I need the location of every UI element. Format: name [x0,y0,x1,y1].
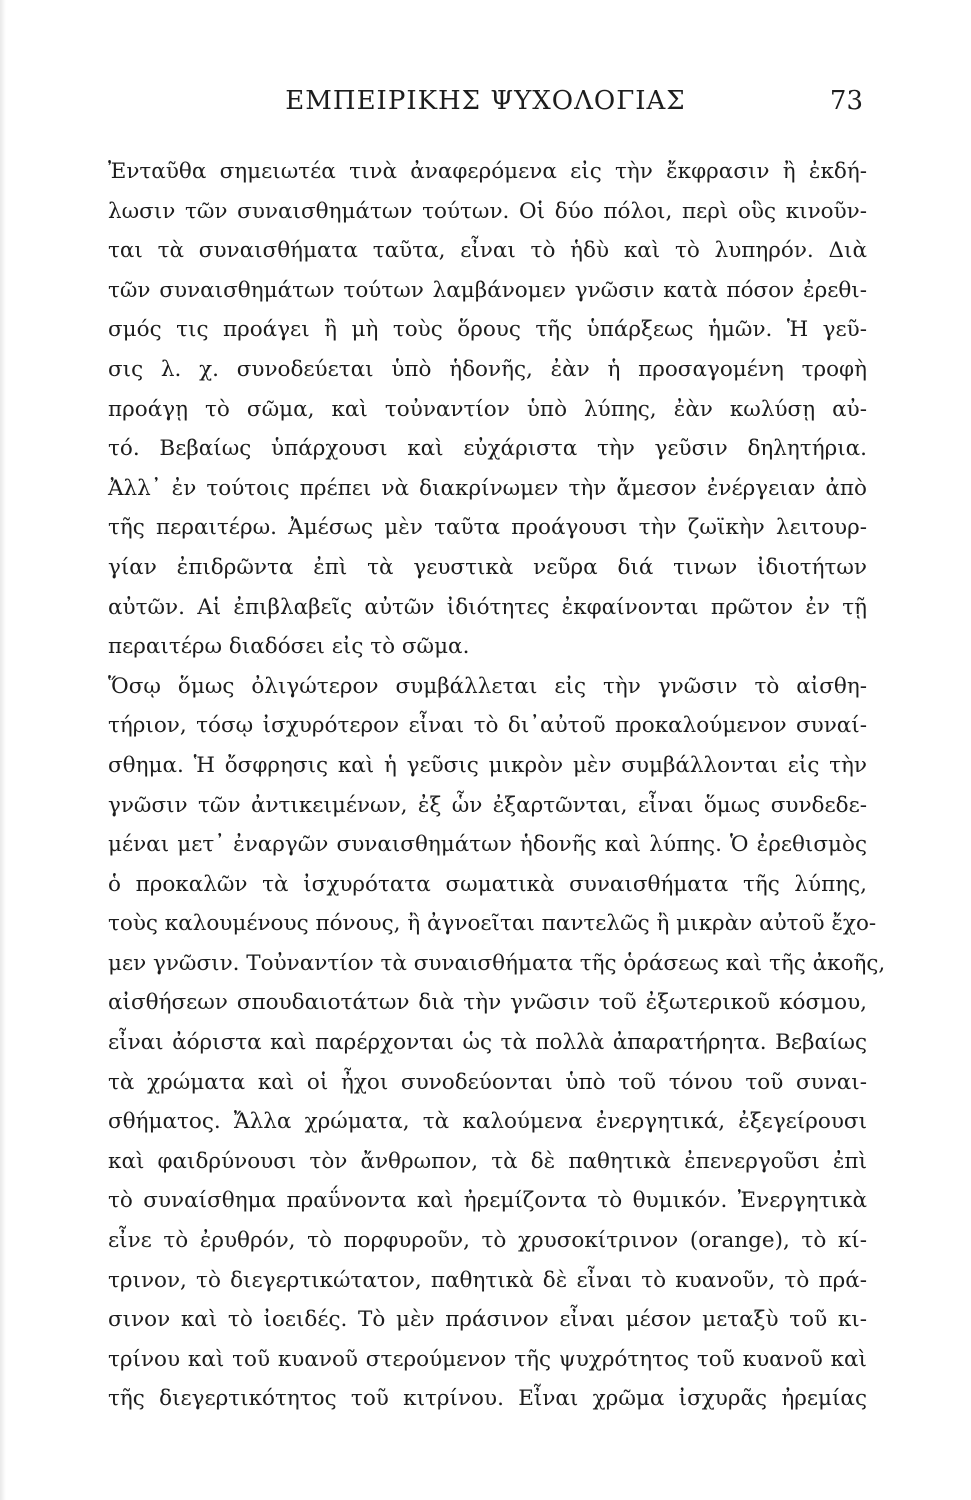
text-line: σμός τις προάγει ἢ μὴ τοὺς ὅρους τῆς ὑπάρξεως ἡμῶν. Ἡ γεῦ- [108,317,867,343]
text-line: εἶναι ἀόριστα καὶ παρέρχονται ὡς τὰ πολλὰ ἀπαρατήρητα. Βεβαίως [108,1030,867,1056]
text-line: γίαν ἐπιδρῶντα ἐπὶ τὰ γευστικὰ νεῦρα διά τινων ἰδιοτήτων [108,554,867,580]
text-line: σις λ. χ. συνοδεύεται ὑπὸ ἡδονῆς, ἐὰν ἡ προσαγομένη τροφὴ [108,356,867,382]
text-line: τό. Βεβαίως ὑπάρχουσι καὶ εὐχάριστα τὴν γεῦσιν δηλητήρια. [108,436,867,462]
page-header [108,86,863,126]
text-line: ὁ προκαλῶν τὰ ἰσχυρότατα σωματικὰ συναισθήματα τῆς λύπης, [108,871,867,897]
text-line: αἰσθήσεων σπουδαιοτάτων διὰ τὴν γνῶσιν τοῦ ἐξωτερικοῦ κόσμου, [108,990,867,1016]
text-line: μέναι μετ᾽ ἐναργῶν συναισθημάτων ἡδονῆς καὶ λύπης. Ὁ ἐρεθισμὸς [108,832,867,858]
text-line: αὐτῶν. Αἱ ἐπιβλαβεῖς αὐτῶν ἰδιότητες ἐκφαίνονται πρῶτον ἐν τῇ [108,594,867,620]
text-line: Ἀλλ᾽ ἐν τούτοις πρέπει νὰ διακρίνωμεν τὴν ἄμεσον ἐνέργειαν ἀπὸ [108,475,867,501]
page-number: 73 [829,86,863,116]
text-line: Ἐνταῦθα σημειωτέα τινὰ ἀναφερόμενα εἰς τὴν ἔκφρασιν ἢ ἐκδή- [108,159,867,184]
text-line: εἶνε τὸ ἐρυθρόν, τὸ πορφυροῦν, τὸ χρυσοκίτρινον (orange), τὸ κί- [108,1228,867,1254]
text-line: τρίνου καὶ τοῦ κυανοῦ στερούμενον τῆς ψυχρότητος τοῦ κυανοῦ καὶ [108,1346,867,1372]
text-line-paragraph-end: περαιτέρω διαδόσει εἰς τὸ σῶμα. [108,634,470,660]
text-line: Ὅσῳ ὅμως ὀλιγώτερον συμβάλλεται εἰς τὴν γνῶσιν τὸ αἰσθη- [108,673,867,699]
text-line: τὸ συναίσθημα πραΰνοντα καὶ ἠρεμίζοντα τὸ θυμικόν. Ἐνεργητικὰ [108,1188,867,1214]
text-line: τῆς περαιτέρω. Ἀμέσως μὲν ταῦτα προάγουσι τὴν ζωϊκὴν λειτουρ- [108,515,867,541]
text-line: τρινον, τὸ διεγερτικώτατον, παθητικὰ δὲ εἶναι τὸ κυανοῦν, τὸ πρά- [108,1267,867,1293]
page-gutter-shadow [0,0,6,1500]
text-line: γνῶσιν τῶν ἀντικειμένων, ἐξ ὧν ἐξαρτῶνται, εἶναι ὅμως συνδεδε- [108,792,867,818]
text-line: τὰ χρώματα καὶ οἱ ἦχοι συνοδεύονται ὑπὸ τοῦ τόνου τοῦ συναι- [108,1069,867,1095]
text-line: τοὺς καλουμένους πόνους, ἢ ἀγνοεῖται παντελῶς ἢ μικρὰν αὐτοῦ ἔχο- [108,911,877,937]
text-line: προάγῃ τὸ σῶμα, καὶ τοὐναντίον ὑπὸ λύπης, ἐὰν κωλύσῃ αὐ- [108,396,867,422]
text-line: λωσιν τῶν συναισθημάτων τούτων. Οἱ δύο πόλοι, περὶ οὓς κινοῦν- [108,198,867,224]
text-line: σινον καὶ τὸ ἰοειδές. Τὸ μὲν πράσινον εἶναι μέσον μεταξὺ τοῦ κι- [108,1307,867,1333]
running-title: ΕΜΠΕΙΡΙΚΗΣ ΨΥΧΟΛΟΓΙΑΣ [285,86,686,116]
text-line: μεν γνῶσιν. Τοὐναντίον τὰ συναισθήματα τῆς ὁράσεως καὶ τῆς ἀκοῆς, [108,950,886,976]
text-line: σθήματος. Ἄλλα χρώματα, τὰ καλούμενα ἐνεργητικά, ἐξεγείρουσι [108,1109,867,1135]
text-line: τῆς διεγερτικότητος τοῦ κιτρίνου. Εἶναι χρῶμα ἰσχυρᾶς ἠρεμίας [108,1386,867,1412]
text-line: σθημα. Ἡ ὄσφρησις καὶ ἡ γεῦσις μικρὸν μὲν συμβάλλονται εἰς τὴν [108,752,867,778]
body-text [108,152,886,1419]
text-line: τῶν συναισθημάτων τούτων λαμβάνομεν γνῶσιν κατὰ πόσον ἐρεθι- [108,277,867,303]
text-line: τήριον, τόσῳ ἰσχυρότερον εἶναι τὸ δι᾽αὐτοῦ προκαλούμενον συναί- [108,713,867,739]
text-line: ται τὰ συναισθήματα ταῦτα, εἶναι τὸ ἡδὺ καὶ τὸ λυπηρόν. Διὰ [108,238,867,264]
text-line: καὶ φαιδρύνουσι τὸν ἄνθρωπον, τὰ δὲ παθητικὰ ἐπενεργοῦσι ἐπὶ [108,1148,867,1174]
